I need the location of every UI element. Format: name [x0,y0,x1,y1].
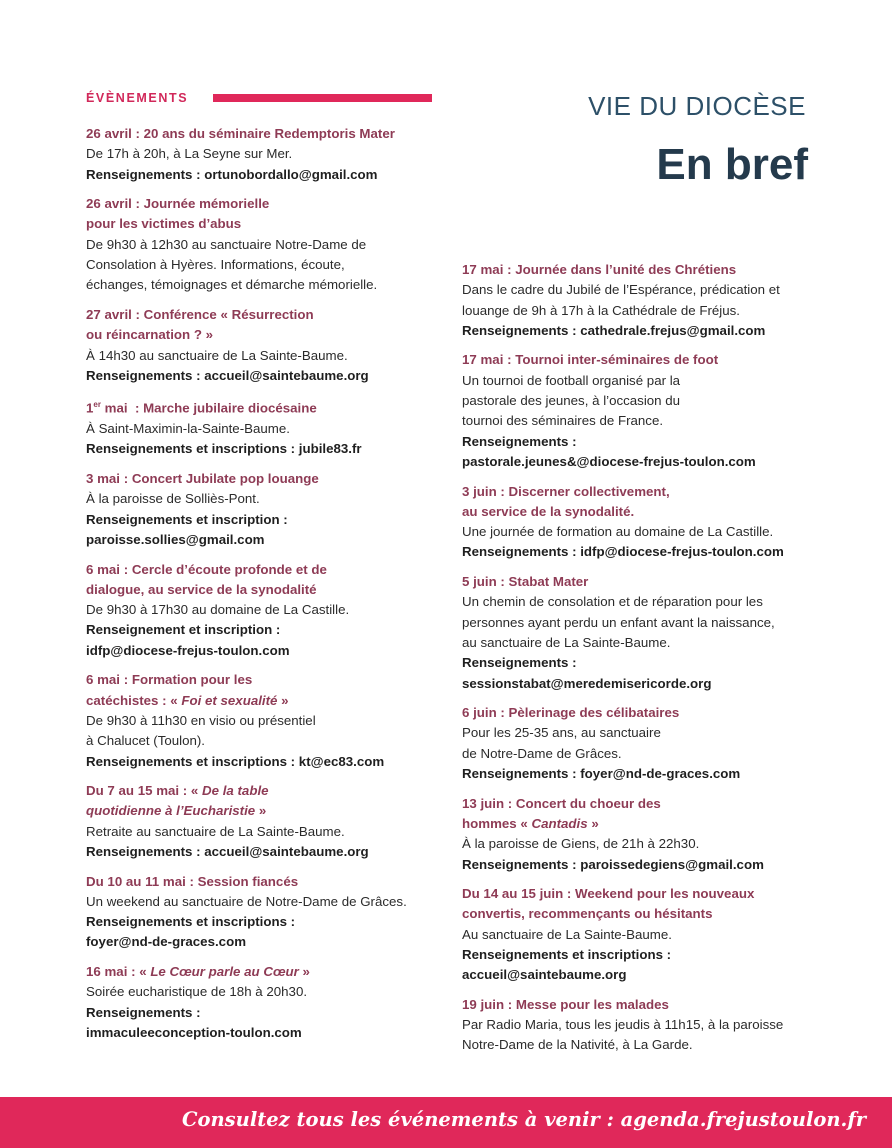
event-title [86,781,456,822]
event-info: Renseignements et inscription : paroisse.sollies@gmail.com [86,511,288,547]
event-title: 5 juin : Stabat Mater [462,574,589,590]
event-title-italic: Foi et sexualité [181,692,278,708]
event-title-superscript: er [93,400,101,410]
event-info: Renseignements : foyer@nd-de-graces.com [462,766,741,782]
event-info: Renseignements et inscriptions : jubile83.fr [86,441,362,457]
event-title [86,962,456,982]
event-info: Renseignements : paroissedegiens@gmail.com [462,856,764,872]
event-description: Soirée eucharistique de 18h à 20h30. [86,984,308,1000]
event-title-part: 13 juin : Concert du choeur des hommes « [462,795,661,831]
event-item [86,395,456,459]
event-item [462,703,822,784]
event-title [86,395,456,419]
page-title: En bref [656,140,808,189]
event-info: Renseignements : pastorale.jeunes&@diocese-frejus-toulon.com [462,433,756,469]
event-title-part: mai : Marche jubilaire diocésaine [100,400,317,416]
event-description: Au sanctuaire de La Sainte-Baume. [462,926,672,942]
event-item [462,884,822,985]
event-info: Renseignements et inscriptions : kt@ec83.com [86,753,385,769]
event-item [462,995,822,1056]
event-description: De 9h30 à 17h30 au domaine de La Castille. [86,602,350,618]
event-description: Une journée de formation au domaine de La Castille. [462,524,774,540]
event-title-part: » [587,815,599,831]
events-column-right [462,260,822,1065]
event-title [86,670,456,711]
event-item [86,962,456,1043]
event-item [86,872,456,953]
event-item [462,482,822,563]
event-title-italic: De la table quotidienne à l’Eucharistie [86,783,269,819]
event-description: De 17h à 20h, à La Seyne sur Mer. [86,146,293,162]
event-item [462,350,822,472]
event-description: De 9h30 à 12h30 au sanctuaire Notre-Dame de Consolation à Hyères. Informations, écoute, échanges, témoignages et démarche mémorielle. [86,236,378,293]
event-info: Renseignement et inscription : idfp@diocese-frejus-toulon.com [86,622,290,658]
event-title: 3 mai : Concert Jubilate pop louange [86,471,319,487]
event-description: À 14h30 au sanctuaire de La Sainte-Baume. [86,347,348,363]
event-item [86,469,456,550]
event-item [86,194,456,295]
event-item [86,670,456,771]
event-info: Renseignements : ortunobordallo@gmail.com [86,166,378,182]
event-info: Renseignements : immaculeeconception-toulon.com [86,1004,302,1040]
event-item [86,781,456,862]
event-item [462,260,822,341]
event-title [462,794,822,835]
event-description: À la paroisse de Giens, de 21h à 22h30. [462,836,700,852]
event-item [86,124,456,185]
event-description: Dans le cadre du Jubilé de l’Espérance, prédication et louange de 9h à 17h à la Cathédrale de Fréjus. [462,282,780,318]
event-title: 26 avril : Journée mémorielle pour les victimes d’abus [86,196,270,232]
event-info: Renseignements : accueil@saintebaume.org [86,844,369,859]
section-label: ÉVÈNEMENTS [86,91,189,105]
event-title-part: Du 7 au 15 mai : « [86,783,203,799]
event-info: Renseignements : cathedrale.frejus@gmail.com [462,322,766,338]
event-item [462,794,822,875]
event-description: De 9h30 à 11h30 en visio ou présentiel à Chalucet (Toulon). [86,712,316,749]
footer-banner [0,1097,892,1148]
footer-agenda-link[interactable]: Consultez tous les événements à venir : agenda.frejustoulon.fr [181,1108,866,1131]
event-title-part: 1 [86,400,94,416]
event-title-part: 16 mai : « [86,964,151,980]
event-title: 17 mai : Tournoi inter-séminaires de foot [462,352,719,368]
event-title-italic: Le Cœur parle au Cœur [150,964,299,980]
event-description: Un weekend au sanctuaire de Notre-Dame de Grâces. [86,893,407,909]
event-info: Renseignements : idfp@diocese-frejus-toulon.com [462,544,784,560]
events-column-left [86,124,456,1053]
event-description: Un tournoi de football organisé par la pastorale des jeunes, à l’occasion du tournoi des séminaires de France. [462,372,681,429]
event-title-part: » [277,692,289,708]
event-description: Pour les 25-35 ans, au sanctuaire de Notre-Dame de Grâces. [462,725,661,761]
event-title-part: 6 mai : Formation pour les catéchistes : « [86,672,253,708]
page-kicker: VIE DU DIOCÈSE [588,91,806,121]
event-description: À la paroisse de Solliès-Pont. [86,491,260,507]
event-title: 6 mai : Cercle d’écoute profonde et de dialogue, au service de la synodalité [86,561,327,597]
event-title: 26 avril : 20 ans du séminaire Redemptoris Mater [86,126,395,141]
event-title-italic: Cantadis [531,815,588,831]
event-title: 19 juin : Messe pour les malades [462,996,669,1012]
event-description: Un chemin de consolation et de réparation pour les personnes ayant perdu un enfant avant la naissance, au sanctuaire de La Sainte-Baume. [462,594,775,650]
section-divider-bar [213,94,432,102]
event-info: Renseignements : accueil@saintebaume.org [86,367,369,383]
event-description: Par Radio Maria, tous les jeudis à 11h15, à la paroisse Notre-Dame de la Nativité, à La Garde. [462,1017,784,1053]
event-title: 6 juin : Pèlerinage des célibataires [462,705,680,721]
event-title-part: » [255,803,267,819]
event-title: Du 10 au 11 mai : Session fiancés [86,873,299,889]
event-item [86,560,456,661]
event-item [86,305,456,386]
event-title: Du 14 au 15 juin : Weekend pour les nouveaux convertis, recommençants ou hésitants [462,886,755,922]
event-description: Retraite au sanctuaire de La Sainte-Baume. [86,823,345,839]
event-title: 17 mai : Journée dans l’unité des Chrétiens [462,262,737,277]
event-info: Renseignements et inscriptions : foyer@nd-de-graces.com [86,914,296,950]
event-title: 27 avril : Conférence « Résurrection ou réincarnation ? » [86,306,314,343]
event-item [462,572,822,694]
event-info: Renseignements : sessionstabat@meredemisericorde.org [462,655,712,691]
event-description: À Saint-Maximin-la-Sainte-Baume. [86,421,290,437]
event-title: 3 juin : Discerner collectivement, au service de la synodalité. [462,483,670,519]
event-title-part: » [298,964,310,980]
event-info: Renseignements et inscriptions : accueil@saintebaume.org [462,946,672,983]
